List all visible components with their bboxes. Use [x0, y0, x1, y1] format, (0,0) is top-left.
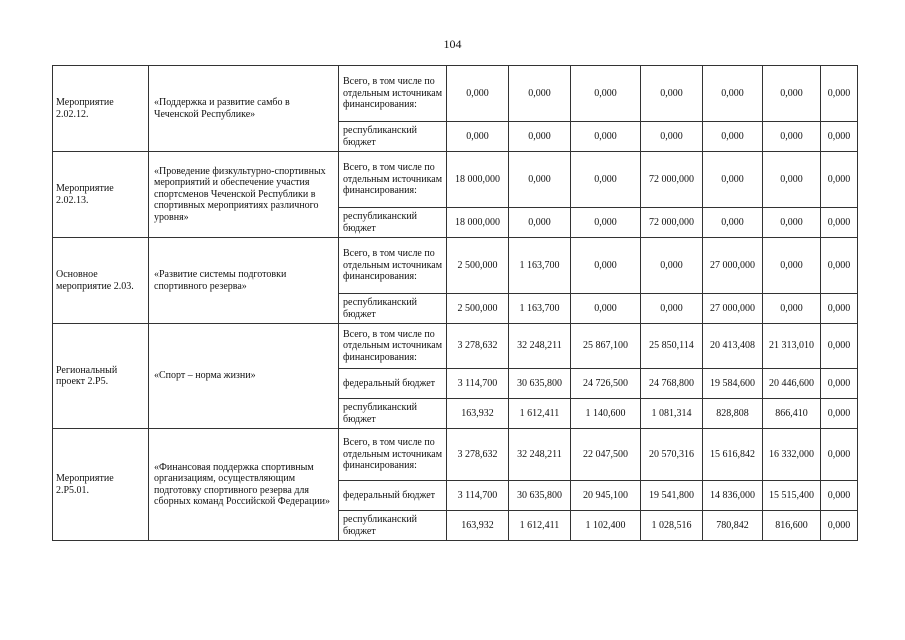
- funding-source: федеральный бюджет: [339, 481, 447, 511]
- value-cell: 0,000: [821, 429, 858, 481]
- value-cell: 0,000: [821, 481, 858, 511]
- value-cell: 0,000: [447, 66, 509, 122]
- funding-source: республиканский бюджет: [339, 122, 447, 152]
- value-cell: 1 028,516: [641, 511, 703, 541]
- value-cell: 0,000: [641, 294, 703, 324]
- value-cell: 1 612,411: [509, 511, 571, 541]
- value-cell: 0,000: [821, 66, 858, 122]
- value-cell: 0,000: [571, 238, 641, 294]
- page-number: 104: [443, 37, 462, 51]
- value-cell: 3 114,700: [447, 481, 509, 511]
- value-cell: 0,000: [821, 399, 858, 429]
- table-body: [53, 66, 858, 541]
- value-cell: 0,000: [641, 238, 703, 294]
- value-cell: 816,600: [763, 511, 821, 541]
- value-cell: 0,000: [571, 294, 641, 324]
- value-cell: 72 000,000: [641, 152, 703, 208]
- value-cell: 19 584,600: [703, 369, 763, 399]
- value-cell: 0,000: [821, 324, 858, 369]
- value-cell: 3 114,700: [447, 369, 509, 399]
- table-row: [53, 429, 858, 481]
- value-cell: 0,000: [509, 122, 571, 152]
- value-cell: 0,000: [821, 122, 858, 152]
- value-cell: 24 726,500: [571, 369, 641, 399]
- funding-source: республиканский бюджет: [339, 511, 447, 541]
- value-cell: 24 768,800: [641, 369, 703, 399]
- row-name: «Поддержка и развитие самбо в Чеченской Республике»: [149, 66, 339, 152]
- value-cell: 2 500,000: [447, 294, 509, 324]
- value-cell: 20 446,600: [763, 369, 821, 399]
- value-cell: 1 081,314: [641, 399, 703, 429]
- value-cell: 0,000: [821, 294, 858, 324]
- value-cell: 16 332,000: [763, 429, 821, 481]
- value-cell: 0,000: [509, 208, 571, 238]
- funding-source: федеральный бюджет: [339, 369, 447, 399]
- value-cell: 828,808: [703, 399, 763, 429]
- value-cell: 15 515,400: [763, 481, 821, 511]
- value-cell: 780,842: [703, 511, 763, 541]
- value-cell: 15 616,842: [703, 429, 763, 481]
- value-cell: 32 248,211: [509, 324, 571, 369]
- value-cell: 30 635,800: [509, 369, 571, 399]
- funding-source: республиканский бюджет: [339, 294, 447, 324]
- value-cell: 0,000: [821, 369, 858, 399]
- row-name: «Проведение физкультурно-спортивных мероприятий и обеспечение участия спортсменов Чеченской Республики в спортивных мероприятиях различного уровня»: [149, 152, 339, 238]
- value-cell: 1 163,700: [509, 238, 571, 294]
- funding-source: Всего, в том числе по отдельным источникам финансирования:: [339, 152, 447, 208]
- value-cell: 163,932: [447, 399, 509, 429]
- value-cell: 19 541,800: [641, 481, 703, 511]
- value-cell: 72 000,000: [641, 208, 703, 238]
- value-cell: 27 000,000: [703, 238, 763, 294]
- row-name: «Финансовая поддержка спортивным организациям, осуществляющим подготовку спортивного резерва для сборных команд Российской Федерации»: [149, 429, 339, 541]
- value-cell: 22 047,500: [571, 429, 641, 481]
- value-cell: 18 000,000: [447, 152, 509, 208]
- value-cell: 0,000: [703, 122, 763, 152]
- row-category: Мероприятие 2.02.13.: [53, 152, 149, 238]
- value-cell: 0,000: [763, 238, 821, 294]
- funding-table: [52, 65, 858, 541]
- value-cell: 0,000: [571, 208, 641, 238]
- funding-source: республиканский бюджет: [339, 399, 447, 429]
- row-category: Мероприятие 2.02.12.: [53, 66, 149, 152]
- value-cell: 0,000: [763, 122, 821, 152]
- value-cell: 0,000: [571, 66, 641, 122]
- value-cell: 0,000: [641, 122, 703, 152]
- value-cell: 25 850,114: [641, 324, 703, 369]
- value-cell: 1 102,400: [571, 511, 641, 541]
- value-cell: 163,932: [447, 511, 509, 541]
- value-cell: 20 413,408: [703, 324, 763, 369]
- table-row: [53, 66, 858, 122]
- value-cell: 0,000: [763, 294, 821, 324]
- value-cell: 3 278,632: [447, 324, 509, 369]
- value-cell: 0,000: [763, 66, 821, 122]
- value-cell: 25 867,100: [571, 324, 641, 369]
- table-row: [53, 324, 858, 369]
- value-cell: 0,000: [821, 238, 858, 294]
- row-name: «Спорт – норма жизни»: [149, 324, 339, 429]
- value-cell: 32 248,211: [509, 429, 571, 481]
- funding-source: Всего, в том числе по отдельным источникам финансирования:: [339, 238, 447, 294]
- value-cell: 0,000: [509, 152, 571, 208]
- funding-source: Всего, в том числе по отдельным источникам финансирования:: [339, 324, 447, 369]
- funding-source: Всего, в том числе по отдельным источникам финансирования:: [339, 429, 447, 481]
- value-cell: 0,000: [763, 152, 821, 208]
- value-cell: 0,000: [641, 66, 703, 122]
- value-cell: 0,000: [763, 208, 821, 238]
- value-cell: 0,000: [509, 66, 571, 122]
- value-cell: 3 278,632: [447, 429, 509, 481]
- value-cell: 1 612,411: [509, 399, 571, 429]
- value-cell: 20 570,316: [641, 429, 703, 481]
- value-cell: 27 000,000: [703, 294, 763, 324]
- funding-source: республиканский бюджет: [339, 208, 447, 238]
- value-cell: 0,000: [703, 208, 763, 238]
- value-cell: 0,000: [571, 152, 641, 208]
- row-category: Мероприятие 2.P5.01.: [53, 429, 149, 541]
- row-category: Региональный проект 2.P5.: [53, 324, 149, 429]
- value-cell: 0,000: [447, 122, 509, 152]
- row-category: Основное мероприятие 2.03.: [53, 238, 149, 324]
- value-cell: 20 945,100: [571, 481, 641, 511]
- value-cell: 21 313,010: [763, 324, 821, 369]
- value-cell: 0,000: [821, 511, 858, 541]
- value-cell: 0,000: [703, 66, 763, 122]
- value-cell: 1 140,600: [571, 399, 641, 429]
- value-cell: 1 163,700: [509, 294, 571, 324]
- value-cell: 0,000: [571, 122, 641, 152]
- value-cell: 0,000: [821, 152, 858, 208]
- table-row: [53, 238, 858, 294]
- value-cell: 0,000: [703, 152, 763, 208]
- value-cell: 18 000,000: [447, 208, 509, 238]
- value-cell: 2 500,000: [447, 238, 509, 294]
- value-cell: 30 635,800: [509, 481, 571, 511]
- value-cell: 0,000: [821, 208, 858, 238]
- value-cell: 14 836,000: [703, 481, 763, 511]
- table-row: [53, 152, 858, 208]
- value-cell: 866,410: [763, 399, 821, 429]
- funding-source: Всего, в том числе по отдельным источникам финансирования:: [339, 66, 447, 122]
- row-name: «Развитие системы подготовки спортивного резерва»: [149, 238, 339, 324]
